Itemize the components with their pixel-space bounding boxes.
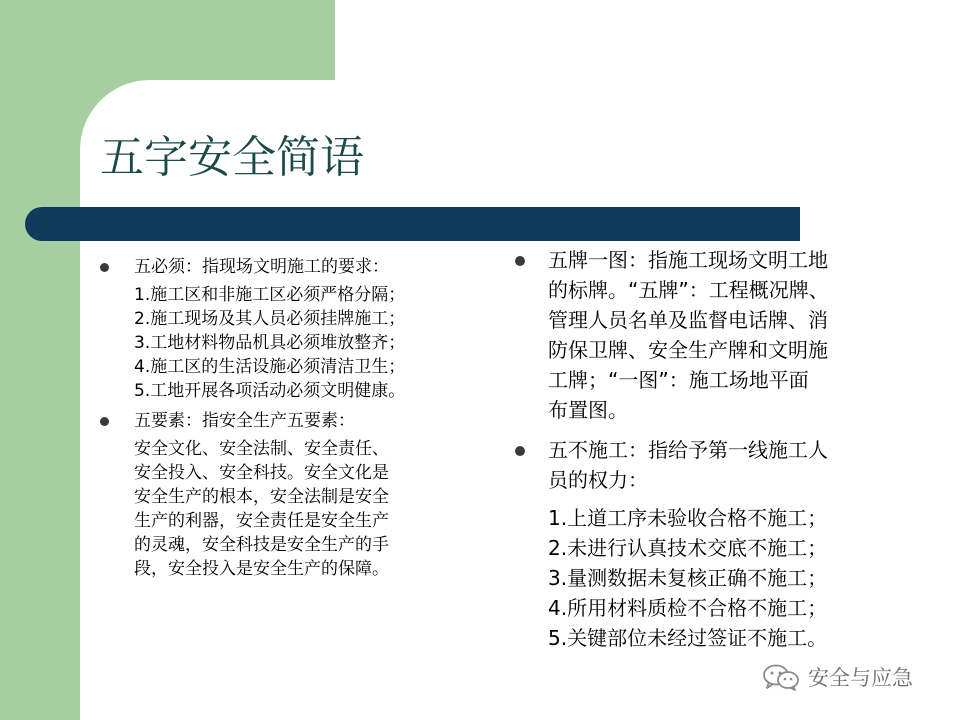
bullet-line: 防保卫牌、安全生产牌和文明施 [548,338,828,362]
bullet-heading: 五要素：指安全生产五要素： [134,411,355,431]
bullet-line: 工牌；“一图”：施工场地平面 [548,368,809,392]
list-item: 2.施工现场及其人员必须挂牌施工； [134,309,406,329]
watermark-text: 安全与应急 [808,666,913,690]
wechat-watermark [762,662,913,692]
list-item: 4.所用材料质检不合格不施工； [548,596,828,620]
bullet-heading: 五必须：指现场文明施工的要求： [134,257,389,277]
list-item: 5.工地开展各项活动必须文明健康。 [134,381,406,401]
five-elements-paragraph [100,437,500,581]
left-column [100,255,500,581]
bullet-five-elements [100,409,500,433]
paragraph-line: 安全文化、安全法制、安全责任、 [134,439,389,459]
bullet-dot-icon [100,417,109,426]
bullet-five-musts [100,255,500,279]
bullet-line: 员的权力： [548,468,648,492]
title-underline-bar [25,207,800,241]
bullet-line: 布置图。 [548,398,628,422]
wechat-icon [762,663,800,691]
paragraph-line: 生产的利器，安全责任是安全生产 [134,511,389,531]
five-no-construction-list [515,503,935,653]
list-item: 1.施工区和非施工区必须严格分隔； [134,285,406,305]
list-item: 3.量测数据未复核正确不施工； [548,566,828,590]
bullet-line: 管理人员名单及监督电话牌、消 [548,308,828,332]
slide-title: 五字安全简语 [100,132,364,183]
five-musts-list [100,283,500,403]
paragraph-line: 安全生产的根本，安全法制是安全 [134,487,389,507]
bullet-five-no-construction [515,435,935,495]
bullet-five-signs-one-map [515,245,935,425]
list-item: 4.施工区的生活设施必须清洁卫生； [134,357,406,377]
bullet-dot-icon [100,263,109,272]
list-item: 3.工地材料物品机具必须堆放整齐； [134,333,406,353]
paragraph-line: 安全投入、安全科技。安全文化是 [134,463,389,483]
bullet-dot-icon [515,256,525,266]
list-item: 5.关键部位未经过签证不施工。 [548,626,828,650]
bullet-line: 的标牌。“五牌”：工程概况牌、 [548,278,829,302]
list-item: 2.未进行认真技术交底不施工； [548,536,828,560]
bullet-line: 五不施工：指给予第一线施工人 [548,438,828,462]
paragraph-line: 的灵魂，安全科技是安全生产的手 [134,535,389,555]
right-column [515,245,935,653]
bullet-line: 五牌一图：指施工现场文明工地 [548,248,828,272]
list-item: 1.上道工序未验收合格不施工； [548,506,828,530]
bullet-dot-icon [515,446,525,456]
paragraph-line: 段，安全投入是安全生产的保障。 [134,559,389,579]
